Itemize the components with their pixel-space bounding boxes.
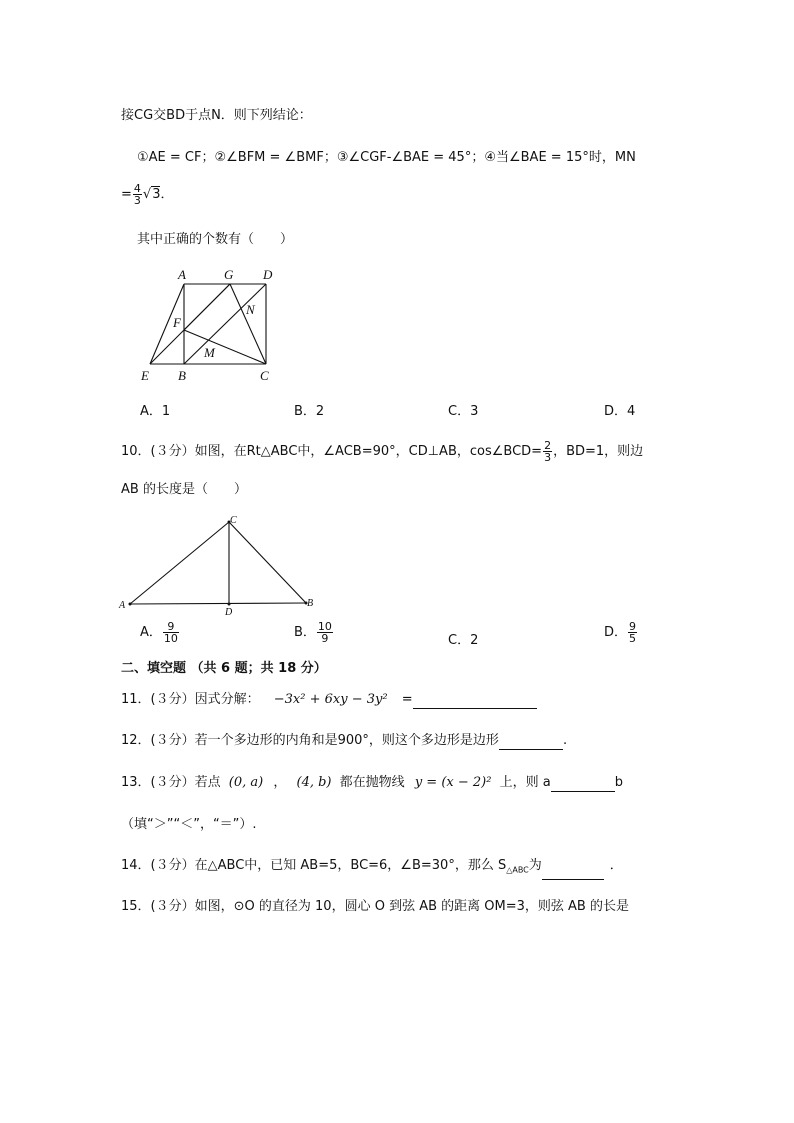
q9-figure [138, 266, 288, 386]
q10-option-a-den: 10 [163, 632, 178, 645]
q15-text: O 的直径为 10，圆心 O 到弦 AB 的距离 OM=3，则弦 AB 的长是 [244, 899, 629, 914]
q9-question: 其中正确的个数有（ ） [137, 232, 294, 247]
circle-dot-icon: ⊙ [233, 899, 245, 914]
q10-option-c[interactable]: C．2 [448, 633, 479, 648]
q12-end: . [562, 733, 568, 748]
q9-intro: 接CG交BD于点N．则下列结论： [121, 108, 312, 123]
label-A: A [178, 267, 186, 282]
q13-line1 [121, 774, 623, 792]
q15-prefix: 15．(３分）如图， [121, 899, 234, 914]
q9-frac-num: 4 [133, 182, 141, 195]
q14 [121, 857, 623, 880]
label-F: F [173, 315, 181, 330]
q9-conclusion-tail [121, 183, 174, 206]
label-B: B [307, 598, 314, 609]
q10-option-a[interactable] [140, 621, 180, 644]
label-C: C [230, 515, 237, 526]
q13-prefix: 13．(３分）若点 [121, 775, 221, 790]
q10-option-a-num: 9 [163, 621, 179, 633]
segment-FC [184, 330, 266, 364]
point-A [129, 603, 132, 606]
q10-option-d-frac [628, 621, 637, 644]
q13-after: b [614, 775, 623, 790]
q9-fraction [133, 183, 142, 206]
section-title: 二、填空题 （共 6 题；共 18 分） [121, 661, 327, 676]
q9-option-b[interactable]: B．2 [294, 404, 325, 419]
q11-answer-blank[interactable] [413, 694, 537, 709]
q10-text-b: ，BD=1，则边 [553, 444, 644, 459]
q11-expression: −3x² + 6xy − 3y² [273, 692, 388, 707]
q9-frac-den: 3 [133, 194, 141, 207]
q10-frac-num: 2 [544, 439, 552, 452]
point-D [228, 603, 231, 606]
q10-fraction [543, 440, 552, 463]
label-N: N [246, 302, 255, 317]
q10-option-b-frac [317, 621, 333, 644]
q13-tail: 上，则 a [499, 775, 551, 790]
q10-option-b-den: 9 [321, 632, 329, 645]
q14-mid: 为 [528, 858, 542, 873]
q12-answer-blank[interactable] [499, 735, 563, 750]
q13-mid: 都在抛物线 [339, 775, 405, 790]
q11 [121, 691, 537, 709]
q10-option-a-frac [163, 621, 179, 644]
q10-option-d[interactable] [604, 621, 638, 644]
segment-EG [150, 284, 230, 364]
q9-sqrt-value: 3 [152, 187, 161, 202]
q13-point-1: (0, a) [228, 775, 264, 790]
q10-option-b-num: 10 [317, 620, 332, 633]
q10-line1 [121, 440, 643, 463]
label-A: A [119, 600, 126, 611]
q13-point-2: (4, b) [296, 775, 332, 790]
segment-AC [130, 522, 229, 604]
q12 [121, 732, 567, 750]
q13-line2: （填“＞”“＜”，“＝”）. [121, 817, 257, 832]
segment-CB [229, 522, 306, 603]
q10-option-a-label: A． [140, 625, 162, 640]
q14-subscript: △ABC [506, 865, 529, 875]
label-G: G [224, 267, 234, 282]
q14-end: ． [609, 858, 623, 873]
q10-option-b[interactable] [294, 621, 334, 644]
q15 [121, 898, 629, 916]
q14-answer-blank[interactable] [542, 865, 604, 880]
label-E: E [141, 368, 149, 383]
q9-end: ． [160, 187, 174, 202]
segment-BD [184, 284, 266, 364]
q10-text-a: 10．(３分）如图，在Rt△ABC中，∠ACB=90°，CD⊥AB，cos∠BCD= [121, 444, 543, 459]
q11-eq: = [401, 692, 413, 707]
q9-option-d[interactable]: D．4 [604, 404, 636, 419]
q9-eq: = [121, 187, 132, 202]
q9-conclusions: ①AE = CF；②∠BFM = ∠BMF；③∠CGF-∠BAE = 45°；④当∠BAE = 15°时，MN [137, 150, 636, 165]
label-M: M [204, 345, 215, 360]
segment-GC [230, 284, 266, 364]
label-D: D [225, 607, 233, 618]
q10-option-d-label: D． [604, 625, 628, 640]
q10-option-d-den: 5 [629, 632, 637, 645]
label-B: B [178, 368, 186, 383]
q10-figure [118, 512, 323, 618]
q14-text: 14．(３分）在△ABC中，已知 AB=5，BC=6，∠B=30°，那么 S [121, 858, 507, 873]
label-C: C [260, 368, 269, 383]
q10-line2: AB 的长度是（ ） [121, 482, 247, 497]
q10-frac-den: 3 [544, 451, 552, 464]
q13-answer-blank[interactable] [551, 777, 615, 792]
segment-AB [130, 603, 306, 604]
q11-prefix: 11．(３分）因式分解： [121, 692, 260, 707]
q10-option-b-label: B． [294, 625, 316, 640]
q10-option-d-num: 9 [629, 620, 637, 633]
q13-sep: ， [273, 775, 287, 790]
q13-expression: y = (x − 2)² [414, 775, 492, 790]
q9-option-c[interactable]: C．3 [448, 404, 479, 419]
label-D: D [263, 267, 273, 282]
sqrt-symbol: √ [142, 187, 152, 202]
q9-option-a[interactable]: A．1 [140, 404, 171, 419]
q12-text: 12．(３分）若一个多边形的内角和是900°，则这个多边形是边形 [121, 733, 499, 748]
